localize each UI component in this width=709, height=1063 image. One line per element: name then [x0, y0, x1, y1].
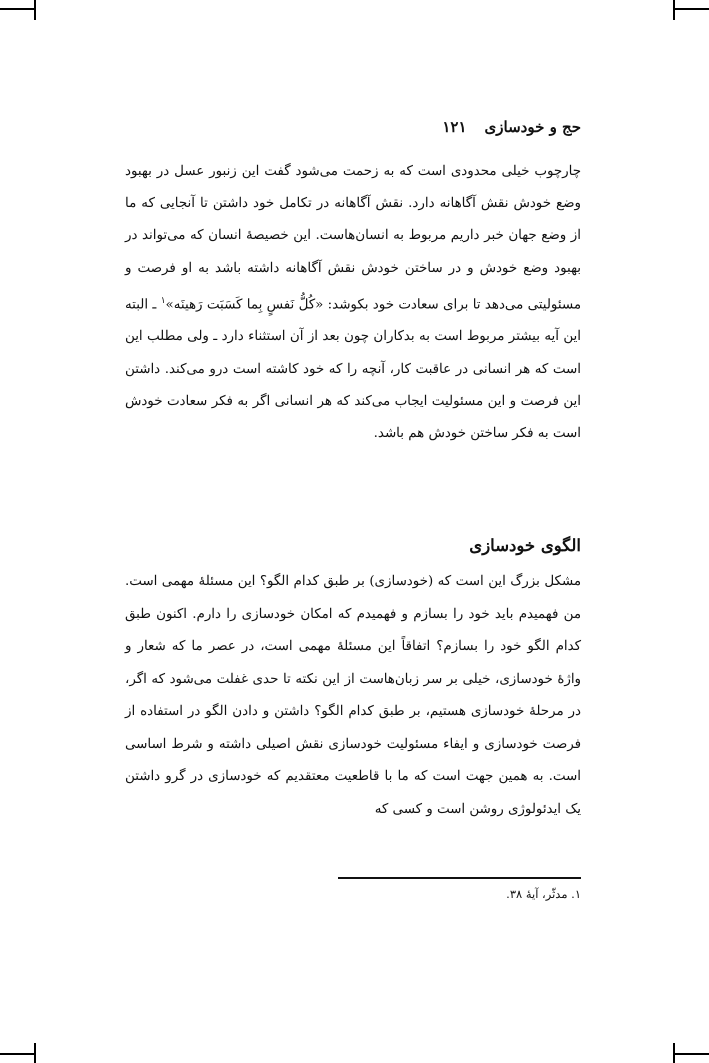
footnote: ۱. مدثّر، آیهٔ ۳۸.	[506, 887, 581, 901]
header-title: حج و خودسازی	[484, 118, 581, 136]
paragraph-2: مشکل بزرگ این است که (خودسازی) بر طبق کدام الگو؟ این مسئلهٔ مهمی است. من فهمیدم باید خود را بسازم و فهمیدم که امکان خودسازی را دارم. اکنون طبق کدام الگو خود را بسازم؟ اتفاقاً این مسئلهٔ مهمی است، در عصر ما که شعار و واژهٔ خودسازی، خیلی بر سر زبان‌هاست از این نکته تا حدی غفلت می‌شود که اگر، در مرحلهٔ خودسازی هستیم، بر طبق کدام الگو؟ داشتن و دادن الگو در استفاده از فرصت خودسازی و ایفاء مسئولیت خودسازی نقش اصیلی داشته و شرط اساسی است. به همین جهت است که ما با قاطعیت معتقدیم که خودسازی در گرو داشتن یک ایدئولوژی روشن است و کسی که	[125, 574, 581, 817]
crop-mark-top-left-v	[34, 0, 36, 20]
footnote-reference[interactable]: ۱	[160, 295, 166, 306]
crop-mark-bottom-right-h	[673, 1053, 709, 1055]
crop-mark-bottom-left-h	[0, 1053, 36, 1055]
running-header	[401, 118, 581, 136]
crop-mark-top-right-v	[673, 0, 675, 20]
crop-mark-bottom-left-v	[34, 1043, 36, 1063]
section-heading: الگوی خودسازی	[469, 536, 581, 555]
paragraph-1-continued: ـ البته این آیه بیشتر مربوط است به بدکاران چون بعد از آن استثناء دارد ـ ولی مطلب این است که هر انسانی در عاقبت کار، آنچه را که خود کاشته است درو می‌کند. داشتن این فرصت و این مسئولیت ایجاب می‌کند که هر انسانی اگر به فکر سعادت خودش است به فکر ساختن خودش هم باشد.	[125, 297, 581, 442]
footnote-divider	[338, 877, 581, 879]
crop-mark-bottom-right-v	[673, 1043, 675, 1063]
page-number: ۱۲۱	[442, 118, 467, 136]
crop-mark-top-right-h	[673, 8, 709, 10]
paragraph-1-text: چارچوب خیلی محدودی است که به زحمت می‌شود گفت این زنبور عسل در بهبود وضع خودش نقش آگاهانه دارد. نقش آگاهانه در تکامل خود داشتن تا آنجایی که ما از وضع جهان خبر داریم مربوط به انسان‌هاست. این خصیصهٔ انسان که می‌تواند در بهبود وضع خودش و در ساختن خودش نقش آگاهانه داشته باشد به او فرصت و مسئولیتی می‌دهد تا برای سعادت خود بکوشد: «کُلُّ نَفسٍ بِما کَسَبَت رَهینَه»	[125, 164, 581, 313]
paragraph-1	[125, 156, 581, 450]
crop-mark-top-left-h	[0, 8, 36, 10]
